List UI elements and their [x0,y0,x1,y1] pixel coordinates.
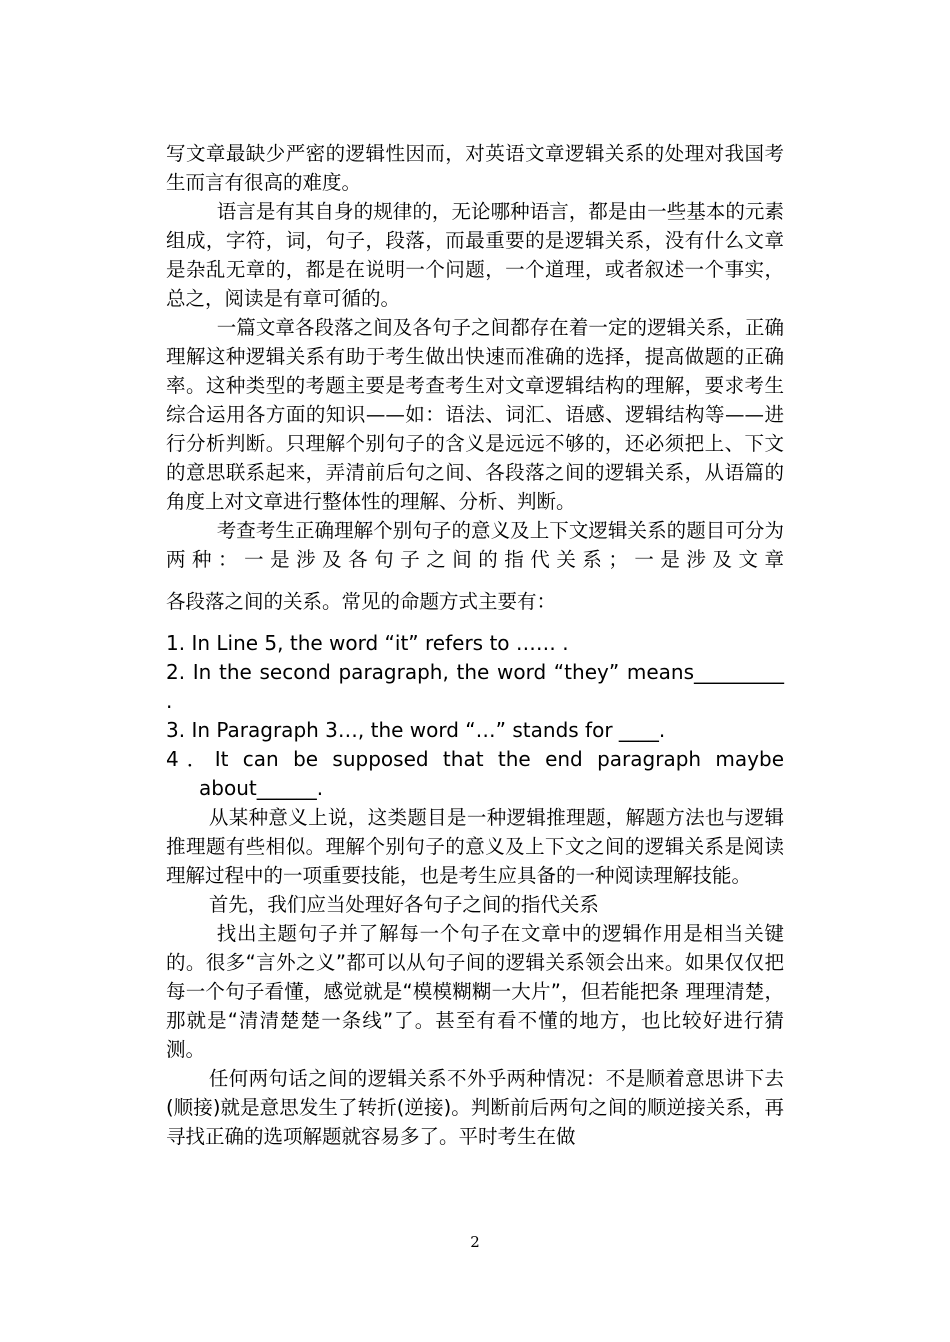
paragraph-inference: 从某种意义上说，这类题目是一种逻辑推理题，解题方法也与逻辑推理题有些相似。理解个别句子的意义及上下文之间的逻辑关系是阅读理解过程中的一项重要技能，也是考生应具备的一种阅读理解技能。 [166,806,784,887]
paragraph-topic-sentence: 找出主题句子并了解每一个句子在文章中的逻辑作用是相当关键的。很多“言外之义”都可以从句子间的逻辑关系领会出来。如果仅仅把每一个句子看懂，感觉就是“模模糊糊一大片”，但若能把条 理理清楚，那就是“清清楚楚一条线”了。甚至有看不懂的地方，也比较好进行猜测。 [166,922,784,1061]
paragraph-question-types: 考查考生正确理解个别句子的意义及上下文逻辑关系的题目可分为两种：一是涉及各句子之间的指代关系；一是涉及文章 [166,519,784,571]
paragraph-language-rules: 语言是有其自身的规律的，无论哪种语言，都是由一些基本的元素组成，字符，词，句子，段落，而最重要的是逻辑关系，没有什么文章是杂乱无章的，都是在说明一个问题，一个道理，或者叙述一个事实，总之，阅读是有章可循的。 [166,200,784,310]
example-question-1: 1. In Line 5, the word “it” refers to …… . [166,631,569,655]
paragraph-logic-relations: 一篇文章各段落之间及各句子之间都存在着一定的逻辑关系，正确理解这种逻辑关系有助于考生做出快速而准确的选择，提高做题的正确率。这种类型的考题主要是考查考生对文章逻辑结构的理解，要求考生综合运用各方面的知识——如：语法、词汇、语感、逻辑结构等——进行分析判断。只理解个别句子的含义是远远不够的，还必须把上、下文的意思联系起来，弄清前后句之间、各段落之间的逻辑关系，从语篇的角度上对文章进行整体性的理解、分析、判断。 [166,316,784,513]
page-number: 2 [470,1233,480,1251]
paragraph-reference-heading: 首先，我们应当处理好各句子之间的指代关系 [208,893,599,916]
example-question-2: 2. In the second paragraph, the word “they” means_________ . [166,660,784,713]
paragraph-common-forms: 各段落之间的关系。常见的命题方式主要有： [166,590,557,613]
paragraph-sentence-relations: 任何两句话之间的逻辑关系不外乎两种情况：不是顺着意思讲下去(顺接)就是意思发生了转折(逆接)。判断前后两句之间的顺逆接关系，再寻找正确的选项解题就容易多了。平时考生在做 [166,1067,784,1148]
example-question-3: 3. In Paragraph 3…, the word “…” stands for ____. [166,718,666,742]
example-question-4: 4．It can be supposed that the end paragraph maybe about______. [166,747,784,800]
document-body [166,139,784,1151]
paragraph-intro-continuation: 写文章最缺少严密的逻辑性因而，对英语文章逻辑关系的处理对我国考生而言有很高的难度。 [166,142,784,194]
